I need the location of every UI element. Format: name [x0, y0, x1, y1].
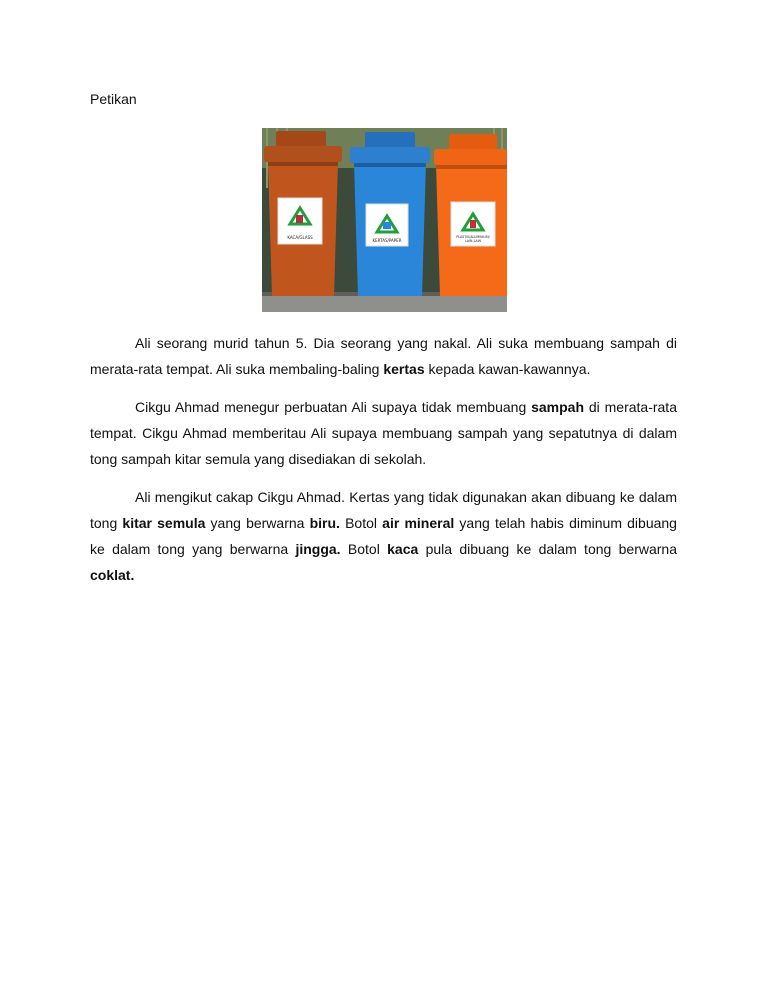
bold-keyword: biru.	[309, 515, 340, 531]
paragraph-2	[90, 394, 677, 472]
text-run: yang berwarna	[205, 515, 310, 531]
text-run: Botol	[339, 515, 383, 531]
paragraph-3	[90, 484, 677, 588]
bold-keyword: sampah	[531, 399, 585, 415]
text-run: di merata-rata tempat. Cikgu Ahmad memberitau Ali supaya membuang sampah yang sepatutnya di dalam tong sampah kitar semula yang disediakan di sekolah.	[90, 399, 677, 467]
bold-keyword: jingga.	[295, 541, 341, 557]
bold-keyword: kitar semula	[122, 515, 206, 531]
text-run: Ali mengikut cakap Cikgu Ahmad. Kertas yang tidak digunakan akan dibuang ke dalam tong	[90, 489, 677, 531]
orange-bin	[434, 134, 507, 296]
bold-keyword: kertas	[383, 361, 425, 377]
bold-keyword: kaca	[387, 541, 419, 557]
passage-heading: Petikan	[90, 91, 137, 107]
passage-body	[90, 330, 677, 600]
text-run: Ali seorang murid tahun 5. Dia seorang yang nakal. Ali suka membuang sampah di merata-rata tempat. Ali suka membaling-baling	[90, 335, 677, 377]
paragraph-1	[90, 330, 677, 382]
blue-bin	[350, 132, 430, 296]
text-run: kepada kawan-kawannya.	[424, 361, 591, 377]
recycling-bins-photo	[262, 128, 507, 312]
svg-text:KACA/GLASS: KACA/GLASS	[287, 235, 313, 240]
svg-text:KERTAS/PAPER: KERTAS/PAPER	[372, 238, 402, 243]
text-run: pula dibuang ke dalam tong berwarna	[418, 541, 677, 557]
bold-keyword: coklat.	[90, 567, 135, 583]
text-run: yang telah habis diminum dibuang ke dalam tong yang berwarna	[90, 515, 677, 557]
text-run: Botol	[340, 541, 388, 557]
svg-text:LAIN-LAIN: LAIN-LAIN	[465, 239, 481, 243]
brown-bin	[264, 131, 342, 296]
svg-text:PLASTIK/ALUMINIUM/: PLASTIK/ALUMINIUM/	[456, 235, 490, 239]
bold-keyword: air mineral	[382, 515, 455, 531]
text-run: Cikgu Ahmad menegur perbuatan Ali supaya tidak membuang	[135, 399, 532, 415]
